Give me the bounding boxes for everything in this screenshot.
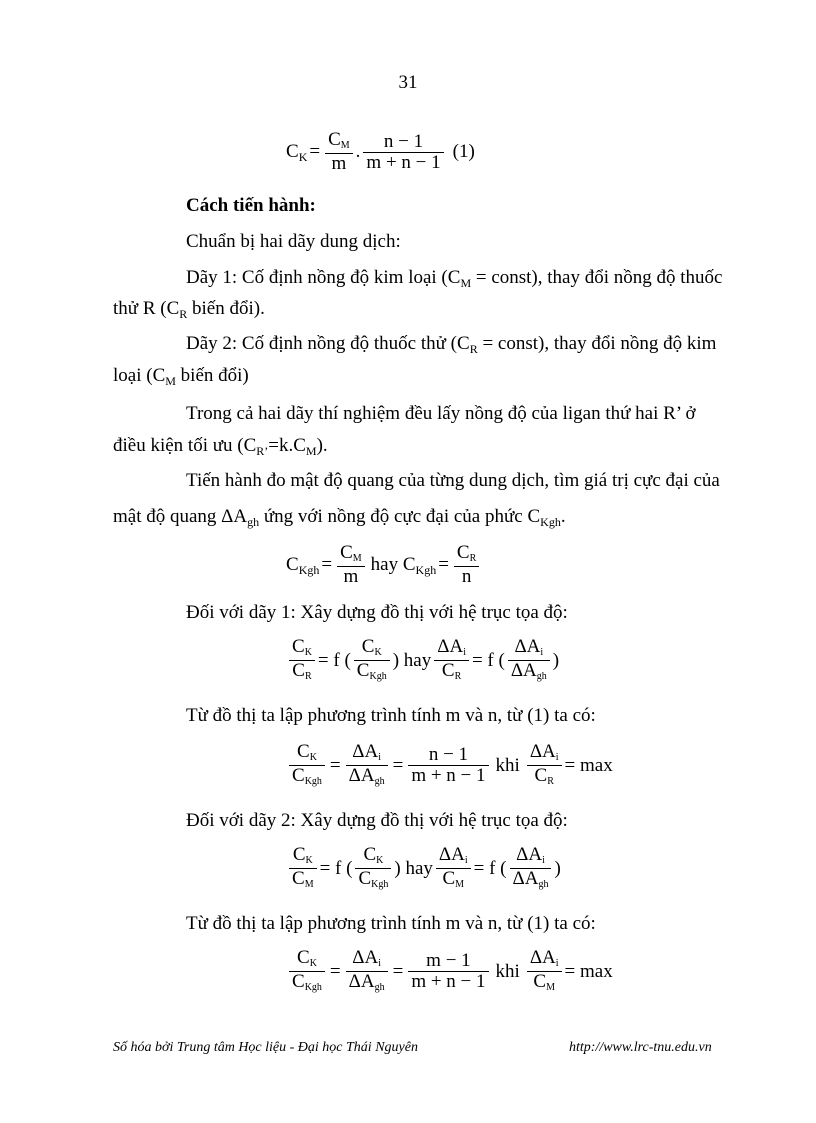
ckgh-fraction-1: $\frac{CM}{m}$ xyxy=(337,543,365,587)
paragraph-day1-line2: thử R ($C_R$ biến đổi). xyxy=(113,298,265,321)
equation-result-day1: $\frac{CK}{\text{CKgh}}$ = $\frac{\text{ΔAi}}{\text{ΔAgh}}$ = $\frac{n - 1}{m + n - 1}$ khi $\frac{\text{ΔAi}}{CR}$ = max xyxy=(286,742,613,789)
eq1-fraction-2: $\frac{n - 1}{m + n - 1}$ xyxy=(363,132,443,173)
equation-ckgh: $C_{Kgh}$ = $\frac{CM}{m}$ hay $C_{Kgh}$ = $\frac{CR}{n}$ xyxy=(286,543,482,587)
eq1-lhs: $C_K$ xyxy=(286,141,308,164)
paragraph-ligand-line2: điều kiện tối ưu $(C_{R’}=k.C_M)$. xyxy=(113,435,328,458)
footer-url[interactable]: http://www.lrc-tnu.edu.vn xyxy=(569,1040,712,1055)
eq1-fraction-1: $\frac{CM}{m}$ xyxy=(325,130,353,174)
paragraph-day2-line1: Dãy 2: Cố định nồng độ thuốc thử ($C_R$ = const), thay đổi nồng độ kim xyxy=(186,333,717,356)
paragraph-day1-line1: Dãy 1: Cố định nồng độ kim loại ($C_M$ = const), thay đổi nồng độ thuốc xyxy=(186,267,723,290)
equation-graph-day2: $\frac{CK}{CM}$ = f ( $\frac{CK}{\text{CKgh}}$ ) hay $\frac{\text{ΔAi}}{CM}$ = f ( $\frac{\text{ΔAi}}{\text{ΔAgh}}$ ) xyxy=(286,845,561,892)
equation-result-day2: $\frac{CK}{\text{CKgh}}$ = $\frac{\text{ΔAi}}{\text{ΔAgh}}$ = $\frac{m - 1}{m + n - 1}$ khi $\frac{\text{ΔAi}}{CM}$ = max xyxy=(286,948,613,995)
paragraph-from-graph1: Từ đồ thị ta lập phương trình tính m và n, từ (1) ta có: xyxy=(186,705,596,726)
paragraph-ligand-line1: Trong cả hai dãy thí nghiệm đều lấy nồng độ của ligan thứ hai R’ ở xyxy=(186,403,696,424)
paragraph-prepare: Chuẩn bị hai dãy dung dịch: xyxy=(186,231,401,252)
section-heading: Cách tiến hành: xyxy=(186,195,316,216)
paragraph-measure-line1: Tiến hành đo mật độ quang của từng dung dịch, tìm giá trị cực đại của xyxy=(186,470,720,491)
equation-1: $C_K$ = $\frac{CM}{m}$ . $\frac{n - 1}{m + n - 1}$ (1) xyxy=(286,129,475,174)
paragraph-for-day2: Đối với dãy 2: Xây dựng đồ thị với hệ trục tọa độ: xyxy=(186,810,568,831)
ckgh-fraction-2: $\frac{CR}{n}$ xyxy=(454,543,479,587)
page-number: 31 xyxy=(398,72,418,93)
paragraph-for-day1: Đối với dãy 1: Xây dựng đồ thị với hệ trục tọa độ: xyxy=(186,602,568,623)
footer-source: Số hóa bởi Trung tâm Học liệu - Đại học Thái Nguyên xyxy=(113,1040,418,1055)
eq1-label: (1) xyxy=(452,141,475,162)
paragraph-day2-line2: loại ($C_M$ biến đổi) xyxy=(113,365,249,388)
paragraph-measure-line2: mật độ quang $\Delta A_{gh}$ ứng với nồng độ cực đại của phức $C_{Kgh}$. xyxy=(113,506,566,529)
equation-graph-day1: $\frac{CK}{CR}$ = f ( $\frac{CK}{\text{CKgh}}$ ) hay $\frac{\text{ΔAi}}{CR}$ = f ( $\frac{\text{ΔAi}}{\text{ΔAgh}}$ ) xyxy=(286,637,559,684)
paragraph-from-graph2: Từ đồ thị ta lập phương trình tính m và n, từ (1) ta có: xyxy=(186,913,596,934)
